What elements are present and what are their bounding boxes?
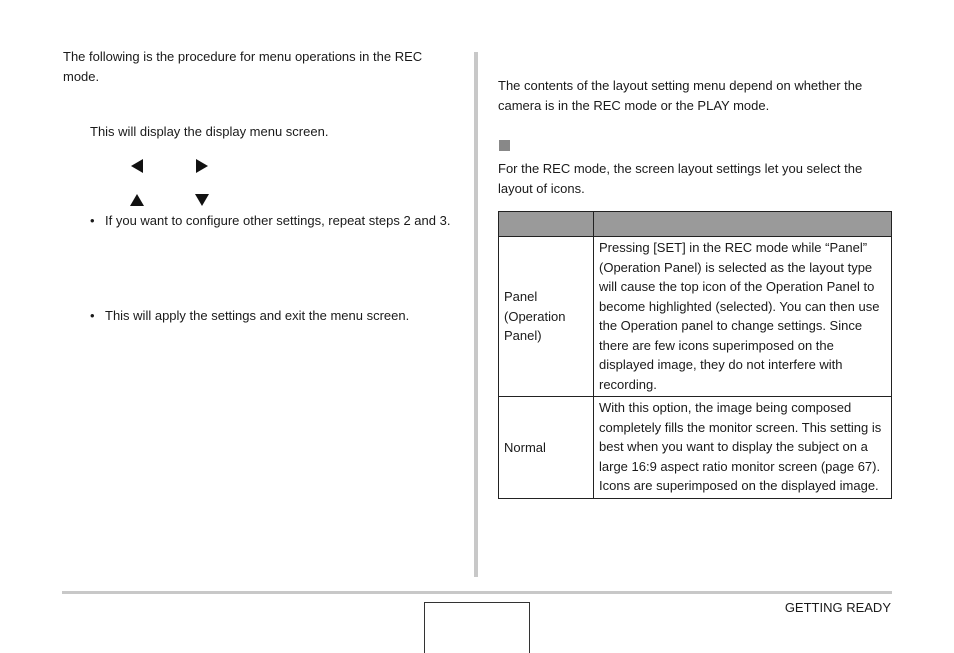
down-arrow-icon (195, 194, 209, 206)
setting-cell-normal: Normal (499, 397, 594, 499)
description-cell-normal: With this option, the image being composed completely fills the monitor screen. This setting is best when you want to display the subject on a large 16:9 aspect ratio monitor screen (page 67). Icons are superimposed on the displayed image. (594, 397, 892, 499)
table-header-setting (499, 212, 594, 237)
table-header-description (594, 212, 892, 237)
step-note-text: This will display the display menu screen. (90, 124, 329, 139)
up-arrow-icon (130, 194, 144, 206)
table-row (499, 397, 892, 499)
footer-rule (62, 591, 892, 594)
right-intro-text: The contents of the layout setting menu depend on whether the camera is in the REC mode or the PLAY mode. (498, 78, 863, 113)
setting-cell-panel: Panel (Operation Panel) (499, 237, 594, 397)
table-header-row (499, 212, 892, 237)
layout-settings-table (498, 211, 892, 499)
table-row (499, 237, 892, 397)
rec-mode-note: For the REC mode, the screen layout settings let you select the layout of icons. (498, 161, 863, 196)
left-arrow-icon (131, 159, 143, 173)
bullet-apply-settings: • This will apply the settings and exit the menu screen. (90, 306, 456, 326)
square-marker-icon (499, 140, 510, 151)
footer-section-label: GETTING READY (784, 600, 891, 615)
right-arrow-icon (196, 159, 208, 173)
column-divider (474, 52, 478, 577)
description-cell-panel: Pressing [SET] in the REC mode while “Panel” (Operation Panel) is selected as the layout type will cause the top icon of the Operation Panel to become highlighted (selected). You can then use the Operation panel to change settings. Since there are few icons superimposed on the displayed image, they do not interfere with recording. (594, 237, 892, 397)
left-intro-text: The following is the procedure for menu operations in the REC mode. (63, 49, 423, 84)
page-number-box (424, 602, 530, 653)
bullet-repeat-steps: • If you want to configure other settings, repeat steps 2 and 3. (90, 211, 456, 231)
